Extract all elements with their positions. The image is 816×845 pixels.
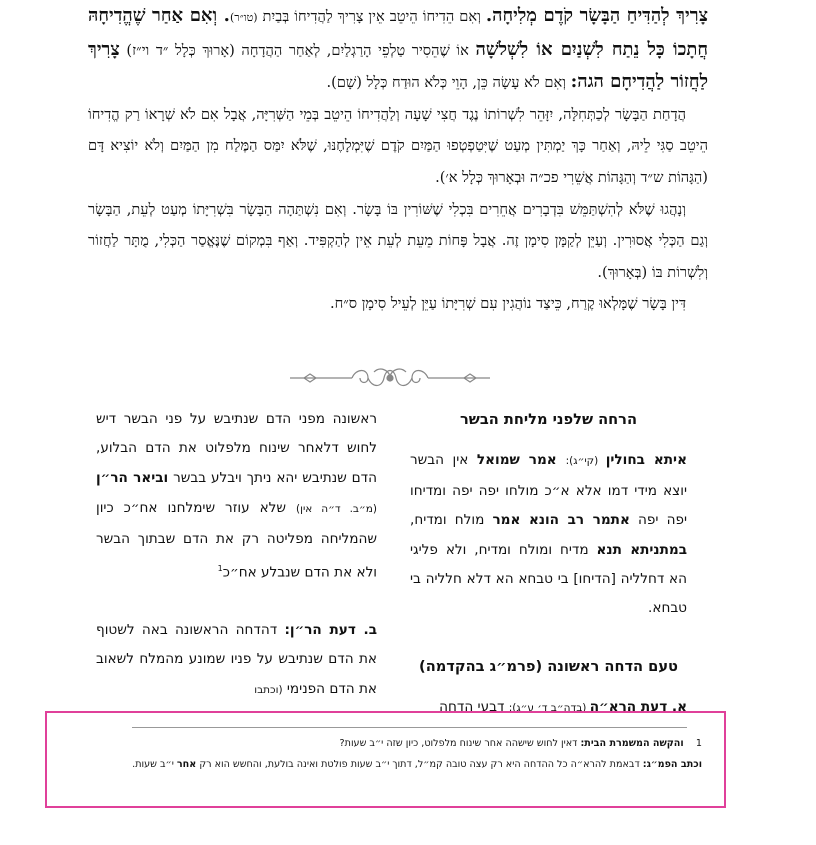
main-text-block [88, 0, 708, 320]
text-span: י״ב שעות. [132, 759, 177, 770]
bold-span: והקשה המשמרת הבית: [580, 738, 684, 749]
footnote-text [117, 733, 702, 775]
source-ref: (מ״ב. ד״ה אין) [295, 503, 377, 516]
right-paragraph-1 [410, 446, 687, 623]
bold-span: אתמר רב הונא אמר [492, 512, 630, 529]
section-heading: הרחה שלפני מליחת הבשר [460, 411, 637, 428]
footnote-number: 1 [695, 738, 702, 749]
bold-span: א. דעת הרא״ה [589, 699, 687, 716]
footnote-line-2 [117, 754, 702, 775]
footnote-marker[interactable]: 1 [217, 564, 223, 574]
source-ref: (קי״ג): [565, 455, 606, 468]
text-span: וְאִם הֵדִיחוֹ הֵיטֵב אֵין צָרִיךְ לַהֲדִיחוֹ בְּבַיִת [257, 8, 486, 25]
section-subheading: טעם הדחה ראשונה (פרמ״ג בהקדמה) [419, 657, 678, 675]
bold-span: . וְאִם אַחַר שֶׁהֱדִיחָהּ חֲתָכוֹ כָּל נֵתַח לִשְׁנַיִם אוֹ לִשְׁלֹשָׁה [88, 5, 708, 60]
opening-words: צָרִיךְ לְהַדִּיחַ הַבָּשָׂר קֹדֶם מְלִיחָה. [485, 5, 709, 26]
footnote-highlight-box [45, 711, 726, 808]
bold-span: איתא בחולין [605, 452, 687, 469]
paragraph-3: וְנָהֲגוּ שֶׁלֹּא לְהִשְׁתַּמֵּשׁ בִּדְבָרִים אֲחֵרִים בִּכְלִי שֶׁשּׁוֹרִין בּוֹ בָּשָׂר. וְאִם נִשְׁתַּהָה הַבָּשָׂר בִּשְׁרִיָּתוֹ מְעַט לְעֵת, הַבָּשָׂר וְגַם הַכְּלִי אֲסוּרִין. וְעַיֵּן לְקַמָּן סִימָן זֶה. אֲבָל פָּחוֹת מֵעֵת לְעֵת אֵין לְהַקְפִּיד. וְאַף בִּמְקוֹם שֶׁנֶּאֱסַר הַכְּלִי, מֻתָּר לַחֲזוֹר וְלִשְׁרוֹת בּוֹ (בְּאָרוּךְ). [88, 200, 708, 281]
footnote-divider [132, 727, 687, 728]
text-span: אין הבשר יוצא מידי דמו אלא א״כ מולחו יפה יפה ומדיחו יפה יפה [410, 452, 687, 529]
source-ref: (טו״ר) [229, 11, 258, 24]
source-ref: (בדה״ב ד׳ ע״ג): [508, 702, 590, 715]
bold-span: וביאר הר״ן [96, 469, 169, 486]
text-span: מדיח ומולח ומדיח, ולא פליגי הא דחלליה [הדיחו] בי טבחא הא דלא חלליה בי טבחא. [410, 541, 687, 617]
source-ref: (וכתבו [254, 683, 283, 696]
bold-span: אמר שמואל [476, 452, 566, 469]
ornamental-flourish-icon [290, 364, 490, 392]
text-span: ראשונה מפני הדם שנתיבש על פני הבשר דיש לחוש דלאחר שינוח מלפלוט את הדם הבלוע, הדם שנתיבש יהא ניתך ויבלע בבשר [96, 411, 377, 486]
text-span: מולח ומדיח, [410, 512, 493, 529]
bold-span: צָרִיךְ לַחֲזוֹר לַהֲדִיחָם הגה: [88, 38, 708, 93]
right-column [410, 405, 687, 724]
text-span: דהדחה הראשונה באה לשטוף את הדם שנתיבש על פניו שמונע מהמלח לשאוב את הדם הפנימי [96, 621, 377, 697]
paragraph-1 [88, 0, 708, 99]
text-span: דבאמת להרא״ה כל ההדחה היא רק עצה טובה קמ״ל, דתוך י״ב שעות פולטת ואינה בולעת, והחשש הוא רק [196, 759, 643, 770]
bold-span: וכתב הפמ״ג: [642, 759, 702, 770]
text-span: שלא עוזר שימלחנו אח״כ כיון שהמליחה מפליטה רק את הדם שבתוך הבשר ולא את הדם שנבלע אח״כ [96, 500, 377, 581]
bold-span: אחר [176, 759, 197, 770]
paragraph-4: דִּין בָּשָׂר שֶׁמָּלְאוּ קֶרַח, כֵּיצַד נוֹהֲגִין עִם שְׁרִיָּתוֹ עַיֵּן לְעֵיל סִימָן ס״ח. [329, 295, 686, 313]
text-span: דאין לחוש שישהה אחר שינוח מלפלוט, כיון שזה י״ב שעות? [339, 738, 581, 749]
paragraph-2: הֲדָחַת הַבָּשָׂר לְכַתְּחִלָּה, יִזָּהֵר לִשְׁרוֹתוֹ נֶגֶד חֲצִי שָׁעָה וְלַהֲדִיחוֹ הֵיטֵב בְּמֵי הַשְּׁרִיָּה, אֲבָל אִם לֹא שְׁרָאוֹ רַק הֱדִיחוֹ הֵיטֵב סַגִּי לֵיהּ, וְאַחַר כָּךְ יַמְתִּין מְעַט שֶׁיִּטַפְטְפוּ הַמַּיִם קֹדֶם שֶׁיִּמְלָחֶנּוּ, שֶׁלֹּא יִמַּס הַמֶּלַח מִן הַמַּיִם וְלֹא יוֹצִיא דָּם (הַגָּהוֹת ש״ד וְהַגָּהוֹת אֲשֵׁרִי פכ״ה וּבְאָרוּךְ כְּלָל א׳). [88, 105, 708, 186]
left-paragraph-2 [96, 616, 377, 705]
footnote-line-1 [117, 733, 702, 754]
bold-span: במתניתא תנא [596, 541, 687, 558]
text-span: וְאִם לֹא עָשָׂה כֵּן, הָוֵי כְּלֹא הוּדַח כְּלָל (שָׁם). [326, 74, 571, 92]
left-paragraph-1 [96, 405, 377, 588]
bold-span: ב. דעת הר״ן: [284, 621, 377, 638]
text-span: אוֹ שֶׁהֵסִיר טַלְפֵי הָרַגְלַיִם, לְאַחַר הַהֲדָחָה (אָרוּךְ כְּלָל ״ד וי״ז) [119, 41, 476, 59]
left-column [96, 405, 377, 705]
text-span: דבעי הדחה [439, 699, 509, 716]
